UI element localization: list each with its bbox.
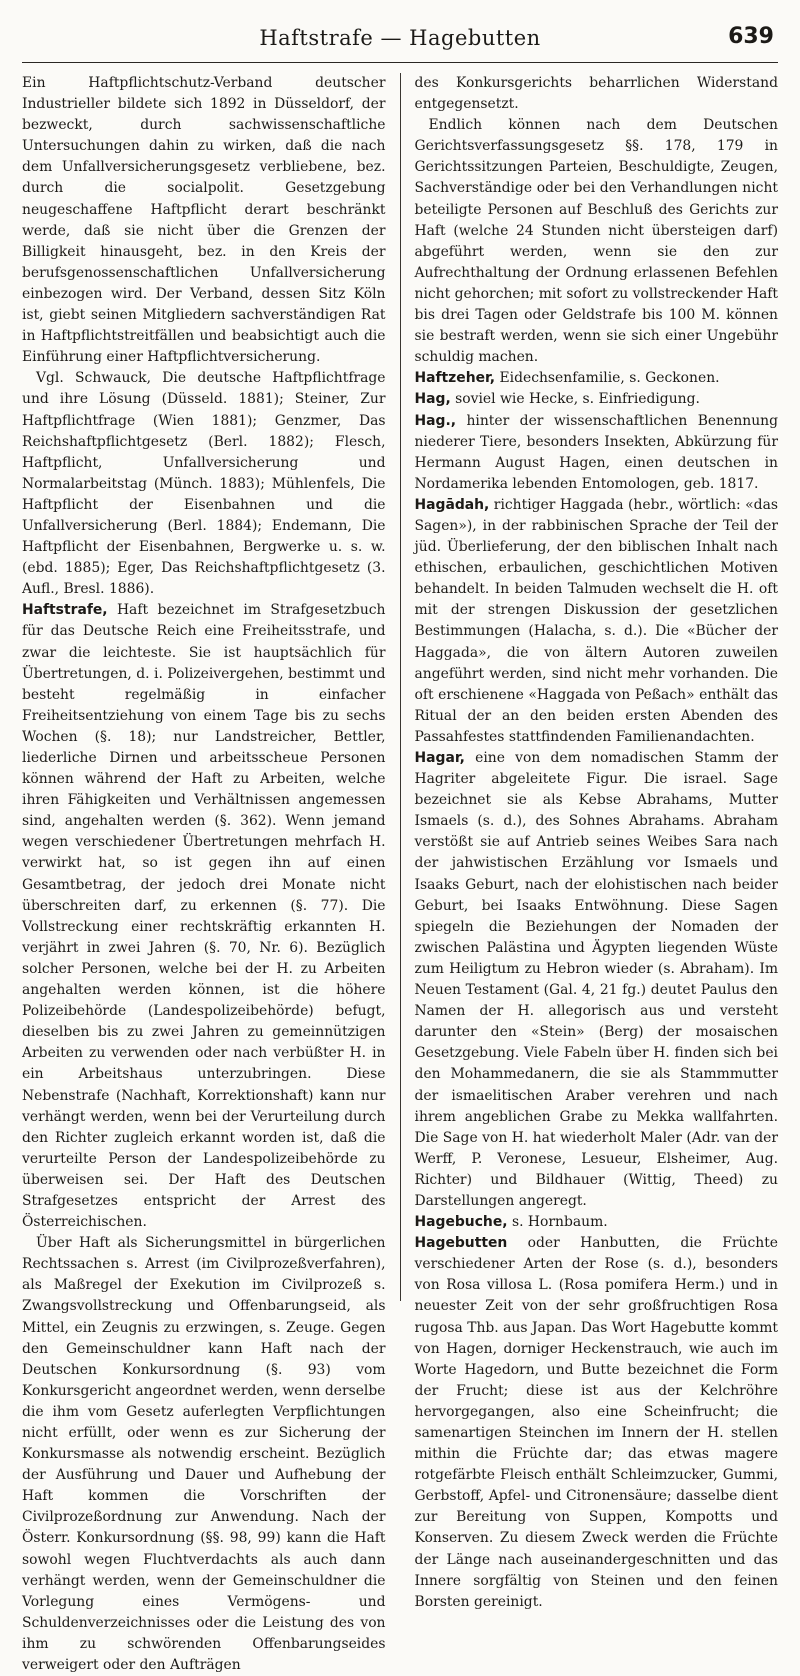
right-column	[414, 73, 779, 1610]
paragraph: Über Haft als Sicherungsmittel in bürgerlichen Rechtssachen s. Arrest (im Civilprozeßverfahren), als Maßregel der Exekution im Civilprozeß s. Zwangsvollstreckung und Offenbarungseid, als Mittel, ein Zeugnis zu erzwingen, s. Zeuge. Gegen den Gemeinschuldner kann Haft nach der Deutschen Konkursordnung (§. 93) vom Konkursgericht angeordnet werden, wenn derselbe die ihm vom Gesetz auferlegten Verpflichtungen nicht erfüllt, oder wenn es zur Sicherung der Konkursmasse als notwendig erscheint. Bezüglich der Ausführung und Dauer und Aufhebung der Haft kommen die Vorschriften der Civilprozeßordnung zur Anwendung. Nach der Österr. Konkursordnung (§§. 98, 99) kann die Haft sowohl wegen Fluchtverdachts als auch dann verhängt werden, wenn der Gemeinschuldner die Vorlegung eines Vermögens- und Schuldenverzeichnisses oder die Leistung des von ihm zu schwörenden Offenbarungseides verweigert oder den Aufträgen	[22, 1235, 386, 1674]
entry-text: s. Hornbaum.	[507, 1214, 608, 1231]
entry-headword: Hagebutten	[414, 1235, 508, 1252]
entry-headword: Hagar,	[414, 750, 465, 766]
running-title: Haftstrafe — Hagebutten	[259, 26, 541, 50]
page-number: 639	[728, 24, 774, 49]
dictionary-entry	[415, 748, 779, 1212]
left-column	[22, 73, 386, 1674]
dictionary-entry	[415, 411, 779, 495]
dictionary-entry	[415, 1212, 779, 1233]
page-header	[22, 18, 778, 63]
text-columns	[22, 73, 778, 1674]
entry-text: Eidechsenfamilie, s. Geckonen.	[495, 370, 720, 387]
continued-paragraph: des Konkursgerichts beharrlichen Widerstand entgegensetzt.	[414, 75, 778, 113]
dictionary-entry	[415, 389, 779, 410]
entry-text: soviel wie Hecke, s. Einfriedigung.	[450, 391, 700, 408]
entry-text: eine von dem nomadischen Stamm der Hagriter abgeleitete Figur. Die israel. Sage bezeichnet sie als Kebse Abrahams, Mutter Ismaels (s. d.), des Sohnes Abrahams. Abraham verstößt sie auf Antrieb seines Weibes Sara nach der jahwistischen Erzählung vor Ismaels und Isaaks Geburt, nach der elohistischen nach beider Geburt, bei Isaaks Entwöhnung. Diese Sagen spiegeln die Beziehungen der Nomaden der zwischen Palästina und Ägypten liegenden Wüste zum Heiligtum zu Hebron wieder (s. Abraham). Im Neuen Testament (Gal. 4, 21 fg.) deutet Paulus den Namen der H. allegorisch aus und versteht darunter den «Stein» (Berg) der mosaischen Gesetzgebung. Viele Fabeln über H. finden sich bei den Mohammedanern, die sie als Stammmutter der ismaelitischen Araber verehren und nach ihrem angeblichen Grabe zu Mekka wallfahrten. Die Sage von H. hat wiederholt Maler (Adr. van der Werff, P. Veronese, Lesueur, Elsheimer, Aug. Richter) und Bildhauer (Wittig, Theed) zu Darstellungen angeregt.	[414, 750, 778, 1209]
dictionary-entry	[22, 600, 386, 1233]
entry-headword: Haftstrafe,	[22, 602, 108, 619]
entry-headword: Hagādah,	[414, 496, 490, 513]
entry-text: richtiger Haggada (hebr., wörtlich: «das Sagen»), in der rabbinischen Sprache der Teil der jüd. Überlieferung, der den biblischen Inhalt nach ethischen, erbaulichen, geschichtlichen Motiven behandelt. In beiden Talmuden wechselt die H. oft mit der strengen Diskussion der gesetzlichen Bestimmungen (Halacha, s. d.). Die «Bücher der Haggada», die von ältern Autoren zuweilen angeführt werden, sind nicht mehr vorhanden. Die oft erschienene «Haggada von Peßach» enthält das Ritual der an den beiden ersten Abenden des Passahfestes stattfindenden Familienandachten.	[414, 496, 778, 745]
dictionary-entry	[415, 1233, 779, 1613]
entry-headword: Haftzeher,	[414, 370, 496, 387]
dictionary-entry	[415, 368, 779, 389]
paragraph: Endlich können nach dem Deutschen Gerichtsverfassungsgesetz §§. 178, 179 in Gerichtssitzungen Parteien, Beschuldigte, Zeugen, Sachverständige oder bei den Verhandlungen nicht beteiligte Personen auf Beschluß des Gerichts zur Haft (welche 24 Stunden nicht übersteigen darf) abgeführt werden, wenn sie den zur Aufrechthaltung der Ordnung erlassenen Befehlen nicht gehorchen; mit sofort zu vollstreckender Haft bis drei Tagen oder Geldstrafe bis 100 M. können sie bestraft werden, wenn sie sich einer Ungebühr schuldig machen.	[414, 117, 778, 366]
entry-headword: Hag.,	[414, 412, 456, 429]
paragraph: Vgl. Schwauck, Die deutsche Haftpflichtfrage und ihre Lösung (Düsseld. 1881); Steiner, Zur Haftpflichtfrage (Wien 1881); Genzmer, Das Reichshaftpflichtgesetz (Berl. 1882); Flesch, Haftpflicht, Unfallversicherung und Normalarbeitstag (Münch. 1883); Mühlenfels, Die Haftpflicht der Eisenbahnen und die Unfallversicherung (Berl. 1884); Endemann, Die Haftpflicht der Eisenbahnen, Bergwerke u. s. w. (ebd. 1885); Eger, Das Reichshaftpflichtgesetz (3. Aufl., Bresl. 1886).	[22, 370, 386, 598]
continued-paragraph: Ein Haftpflichtschutz-Verband deutscher Industrieller bildete sich 1892 in Düsseldorf, der bezweckt, durch sachwissenschaftliche Untersuchungen dahin zu wirken, daß die nach dem Unfallversicherungsgesetz verbliebene, bez. durch die socialpolit. Gesetzgebung neugeschaffene Haftpflicht derart beschränkt werde, daß sie nicht über die Grenzen der Billigkeit hinausgeht, bez. in den Kreis der berufsgenossenschaftlichen Unfallversicherung einbezogen wird. Der Verband, dessen Sitz Köln ist, giebt seinen Mitgliedern sachverständigen Rat in Haftpflichtstreitfällen und beabsichtigt auch die Einführung einer Haftpflichtversicherung.	[22, 75, 386, 366]
entry-text: hinter der wissenschaftlichen Benennung niederer Tiere, besonders Insekten, Abkürzung für Hermann August Hagen, einen deutschen in Nordamerika lebenden Entomologen, geb. 1817.	[414, 412, 778, 492]
entry-text: oder Hanbutten, die Früchte verschiedener Arten der Rose (s. d.), besonders von Rosa villosa L. (Rosa pomifera Herm.) und in neuester Zeit von der sehr großfruchtigen Rosa rugosa Thb. aus Japan. Das Wort Hagebutte kommt von Hagen, dorniger Heckenstrauch, wie auch im Worte Hagedorn, und Butte bezeichnet die Form der Frucht; diese ist aus der Kelchröhre hervorgegangen, also eine Scheinfrucht; die samenartigen Steinchen im Innern der H. stellen mithin die Früchte dar; das etwas magere rotgefärbte Fleisch enthält Schleimzucker, Gummi, Gerbstoff, Apfel- und Citronensäure; dasselbe dient zur Bereitung von Suppen, Kompotts und Konserven. Zu diesem Zweck werden die Früchte der Länge nach auseinandergeschnitten und das Innere sorgfältig von Steinen und den feinen Borsten gereinigt.	[414, 1235, 778, 1610]
entry-headword: Hag,	[414, 391, 451, 408]
entry-text: Haft bezeichnet im Strafgesetzbuch für das Deutsche Reich eine Freiheitsstrafe, und zwar die leichteste. Sie ist hauptsächlich für Übertretungen, d. i. Polizeivergehen, bestimmt und besteht regelmäßig in einfacher Freiheitsentziehung von einem Tage bis zu sechs Wochen (§. 18); nur Landstreicher, Bettler, liederliche Dirnen und arbeitsscheue Personen können während der Haft zu Arbeiten, welche ihren Fähigkeiten und Verhältnissen angemessen sind, angehalten werden (§. 362). Wenn jemand wegen verschiedener Übertretungen mehrfach H. verwirkt hat, so ist gegen ihn auf einen Gesamtbetrag, der jedoch drei Monate nicht überschreiten darf, zu erkennen (§. 77). Die Vollstreckung einer rechtskräftig erkannten H. verjährt in zwei Jahren (§. 70, Nr. 6). Bezüglich solcher Personen, welche bei der H. zu Arbeiten angehalten werden können, ist die höhere Polizeibehörde (Landespolizeibehörde) befugt, dieselben bis zu zwei Jahren zu gemeinnützigen Arbeiten zu verwenden oder nach verbüßter H. in ein Arbeitshaus unterzubringen. Diese Nebenstrafe (Nachhaft, Korrektionshaft) kann nur verhängt werden, wenn bei der Verurteilung durch den Richter zugleich erkannt worden ist, daß die verurteilte Person der Landespolizeibehörde zu überweisen sei. Der Haft des Deutschen Strafgesetzes entspricht der Arrest des Österreichischen.	[22, 602, 386, 1231]
column-divider	[400, 73, 401, 1301]
entry-headword: Hagebuche,	[414, 1214, 508, 1231]
dictionary-entry	[415, 495, 779, 748]
